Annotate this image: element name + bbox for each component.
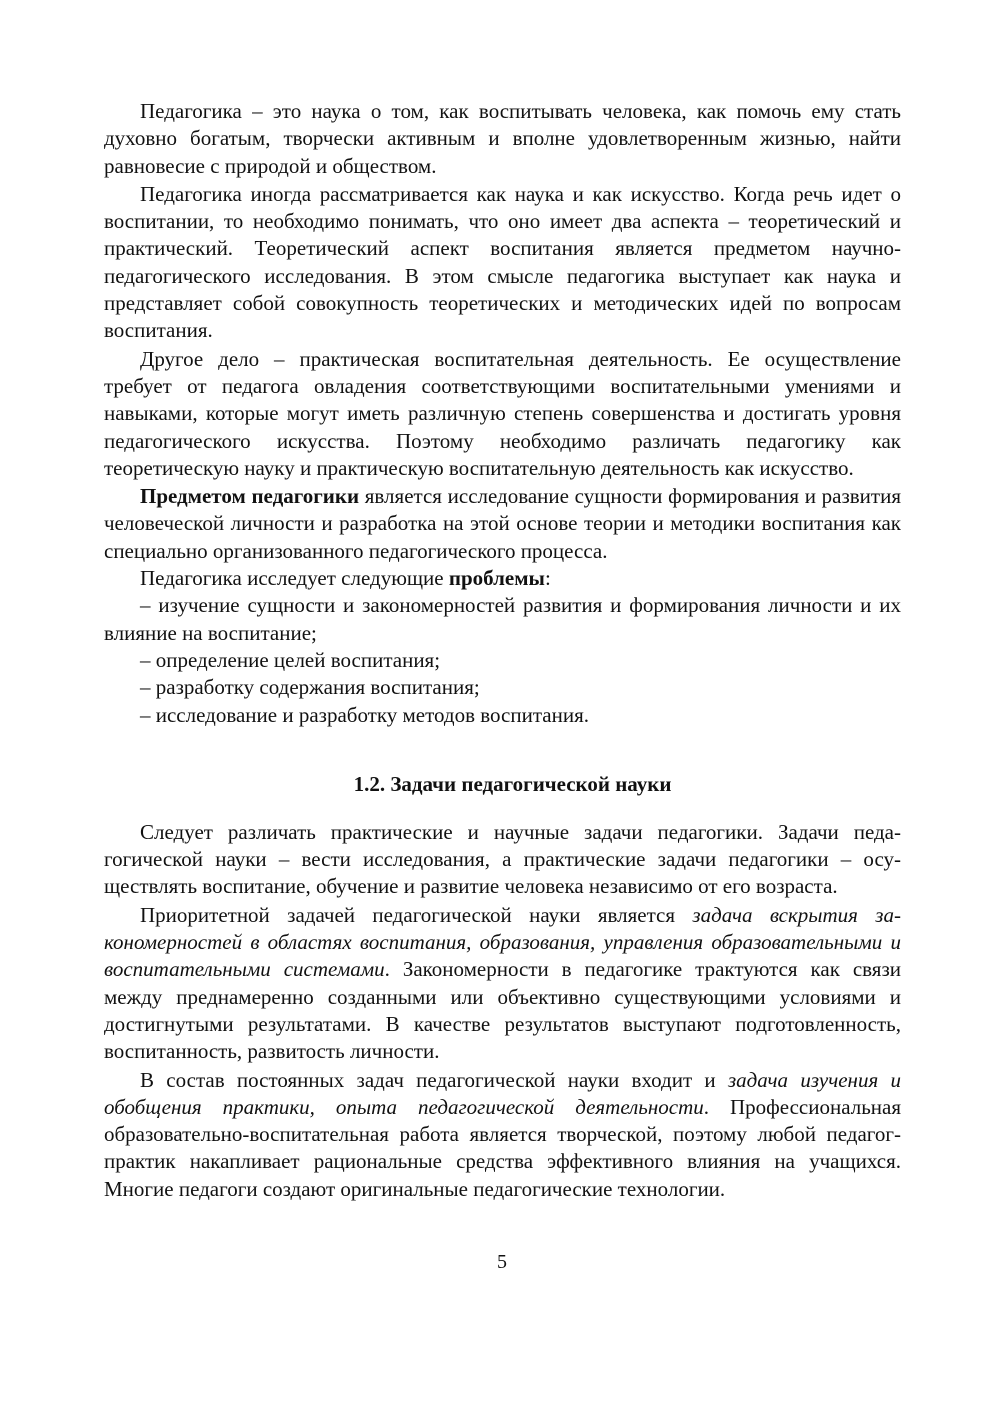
paragraph-definition: Педагогика – это наука о том, как воспитывать человека, как помочь ему стать духовно богатым, творчески активным и вполне удовлетворенным жизнью, найти равновесие с природой и обществом. [104, 99, 901, 178]
permanent-tasks-emphasis: задача изучения и обобщения практики, опыта педагогической деятельности [104, 1067, 901, 1119]
paragraph-tasks-distinction: Следует различать практические и научные задачи педагогики. Задачи педагогической науки – вести исследования, а практические задачи педагогики – осуществлять воспитание, обучение и развитие человека независимо от его возраста. [104, 819, 901, 899]
list-item: – определение целей воспитания; [140, 647, 441, 672]
paragraph-priority-task [104, 902, 901, 1066]
priority-task-text: . Закономерности в педагогике трактуются как связи между преднамеренно созданными или объективно существующими условиями и достигнутыми результатами. В качестве результатов выступают подготовленность, воспитанность, развитость личности. [104, 957, 901, 1064]
page-body [104, 98, 901, 1203]
paragraph-problems-intro [104, 565, 901, 592]
page-number: 5 [497, 1251, 507, 1273]
paragraph-permanent-tasks [104, 1067, 901, 1203]
permanent-tasks-intro: В состав постоянных задач педагогической науки входит и [140, 1067, 728, 1092]
permanent-tasks-text: . Профессиональная образовательно-воспитательная работа является творческой, поэтому любой педагог-практик накапливает рациональные средства эффективного влияния на учащихся. Многие педагоги создают оригинальные педагогические технологии. [104, 1094, 902, 1201]
list-item: – изучение сущности и закономерностей развития и формирования личности и их влияние на воспитание; [104, 593, 901, 645]
problems-intro-text: Педагогика исследует следующие [140, 566, 449, 591]
paragraph-subject [104, 483, 901, 565]
priority-task-emphasis: задача вскрытия закономерностей в областях воспитания, образования, управления образовательными и воспитательными системами [104, 902, 901, 982]
subject-term: Предметом педагогики [140, 484, 360, 509]
paragraph-science-and-art: Педагогика иногда рассматривается как наука и как искусство. Когда речь идет о воспитании, то необходимо понимать, что оно имеет два аспекта – теоретический и практический. Теоретический аспект воспитания является предметом научно-педагогического исследования. В этом смысле педагогика выступает как наука и представляет собой совокупность теоретических и методических идей по вопросам воспитания. [104, 181, 901, 343]
list-item: – разработку содержания воспитания; [140, 675, 480, 700]
paragraph-practical-activity: Другое дело – практическая воспитательная деятельность. Ее осуществление требует от педагога овладения соответствующими воспитательными умениями и навыками, которые могут иметь различную степень совершенства и достигать уровня педагогического искусства. Поэтому необходимо различать педагогику как теоретическую науку и практическую воспитательную деятельность как искусство. [104, 346, 901, 480]
list-item: – исследование и разработку методов воспитания. [140, 702, 589, 727]
priority-task-intro: Приоритетной задачей педагогической науки является [140, 902, 693, 927]
section-heading: 1.2. Задачи педагогической науки [353, 771, 672, 796]
problems-term: проблемы [448, 566, 545, 591]
problems-colon: : [544, 566, 551, 591]
subject-text: является исследование сущности формирования и развития человеческой личности и разработка на этой основе теории и методики воспитания как специально организованного педагогического процесса. [104, 484, 901, 563]
